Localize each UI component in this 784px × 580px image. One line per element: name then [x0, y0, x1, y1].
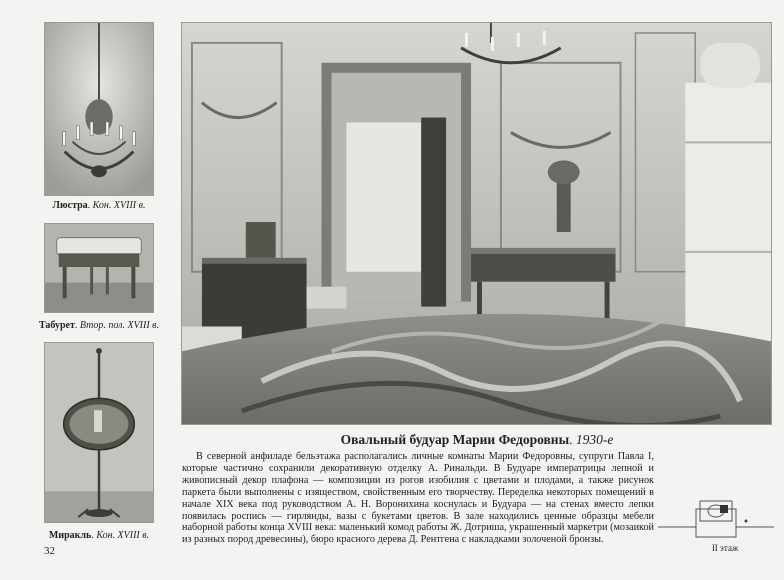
floor-plan-label: II этаж	[711, 543, 739, 553]
thumbnail-mirakl-photo	[44, 342, 154, 523]
caption-date: Втор. пол. XVIII в.	[79, 320, 160, 331]
caption-title: Табурет	[38, 320, 75, 331]
thumbnail-stool-photo	[44, 223, 154, 313]
main-photo-caption: Овальный будуар Марии Федоровны. 1930-е	[340, 432, 614, 447]
body-text	[182, 451, 654, 546]
caption-date: Кон. XVIII в.	[92, 200, 146, 211]
thumbnail-chandelier-caption: Люстра. Кон. XVIII в.	[52, 200, 146, 211]
page-number: 32	[44, 545, 55, 557]
caption-title: Миракль	[48, 530, 92, 541]
thumbnail-chandelier-photo	[44, 22, 154, 196]
main-caption-date: 1930-е	[575, 432, 614, 447]
caption-date: Кон. XVIII в.	[96, 530, 150, 541]
main-boudoir-photo	[181, 22, 772, 425]
thumbnail-stool-caption: Табурет. Втор. пол. XVIII в.	[38, 320, 160, 331]
main-caption-title: Овальный будуар Марии Федоровны	[340, 432, 570, 447]
body-paragraph: В северной анфиладе бельэтажа располагались личные комнаты Марии Федоровны, супруги Павла I, которые частично сохранили декоративную отделку А. Ринальди. В Будуаре императрицы лепной и живописный декор плафона — композиции из рогов изобилия с цветами и плодами, а также рисунок паркета были выполнены с изяществом, свойственным его творчеству. Переделка некоторых помещений в начале XIX века под руководством А. Н. Воронихина коснулась и Будуара — на стенах вместо лепки появилась роспись — гирлянды, вазы с букетами цветов. В зале находились ценные образцы мебели наборной работы конца XVIII века: маленький комод работы Ж. Дотриша, украшенный маркетри (мозаикой из разных пород древесины), бюро красного дерева Д. Рентгена с накладками золоченой бронзы.	[182, 451, 654, 546]
caption-title: Люстра	[52, 200, 88, 211]
thumbnail-mirakl-caption: Миракль. Кон. XVIII в.	[48, 530, 150, 541]
